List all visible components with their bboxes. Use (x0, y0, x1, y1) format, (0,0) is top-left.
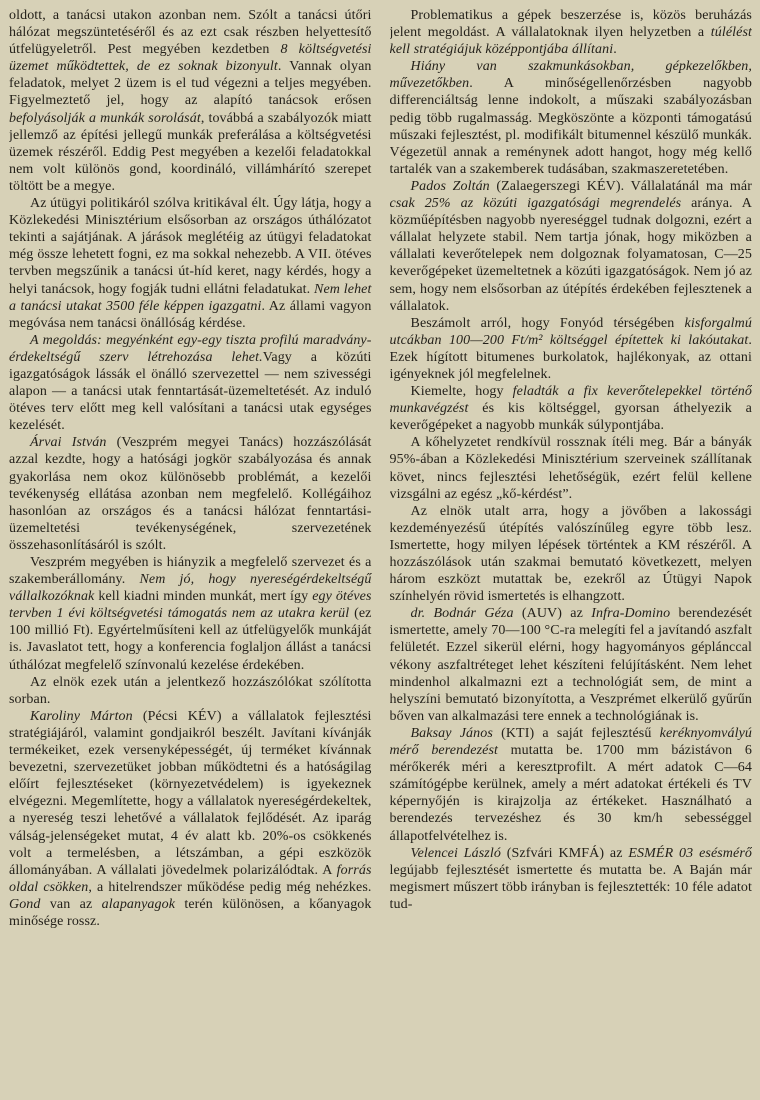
text-run: (Veszprém megyei Tanács) hozzászólását azzal kezdte, hogy a hatósági jogkör szabályozása és annak gyakorlása nem okoz különösebb problémát, a kezelői tevékenység ellátása azonban nem megfelelő. Kollégáihoz hasonlóan az országos és a tanácsi hálózat fenntartási-üzemeltetési tevékenységének, szervezetének összehasonlításáról is szólt. (9, 435, 372, 553)
italic-text-run: csak 25% az közúti igazgatósági megrendelés (389, 196, 682, 212)
paragraph (390, 605, 753, 725)
paragraph (9, 708, 372, 930)
text-run: berendezését ismertette, amely 70—100 °C-ra melegíti fel a javítandó aszfalt felületét. Ezzel sikerül elérni, hogy hagyományos géplánccal vékony aszfaltréteget lehet készíteni felújításként. Nem lehet mindenhol alkalmazni ezt a technológiát sem, de mint a helyszíni bemutató bizonyította, a Veszprémet elkerülő gyűrűn bőven van alkalmazási tere ennek a technológiának is. (389, 606, 752, 724)
text-run: A kőhelyzetet rendkívül rossznak ítéli meg. Bár a bányák 95%-ában a Közlekedési Minisztérium szerveinek szállítanak követ, nincs fejlesztési lehetőségük, ezért felül kellene vizsgálni az egész „kő-kérdést”. (389, 435, 752, 502)
text-run: Az elnök utalt arra, hogy a jövőben a lakossági kezdeményezésű útépítés valószínűleg egyre több lesz. Ismertette, hogy milyen lépések történtek a KM részéről. A hozzászólások után szakmai bemutató következett, melyen három eszközt mutattak be, ezekről az Útügyi Napok színhelyén rövid ismertetés is elhangzott. (389, 503, 752, 605)
text-run: terén különösen, a kőanyagok minősége rossz. (9, 896, 372, 929)
italic-text-run: Árvai István (30, 435, 107, 451)
text-run: (Szfvári KMFÁ) az (500, 845, 629, 861)
italic-text-run: ESMÉR 03 esésmérő (628, 845, 752, 861)
text-run: oldott, a tanácsi utakon azonban nem. Szólt a tanácsi útőri hálózat megszüntetéséről és az ezt csak részben helyettesítő útfelügyeletről. Pest megyében kezdetben (9, 8, 372, 58)
text-run: . (613, 42, 617, 58)
text-run: Kiemelte, hogy (410, 384, 513, 400)
text-run: Veszprém megyében is hiányzik a megfelelő szervezet és a szakemberállomány. (9, 555, 372, 588)
italic-text-run: Hiány van szakmunkásokban, gépkezelőkben, művezetőkben (389, 59, 752, 92)
italic-text-run: alapanyagok (101, 896, 176, 912)
italic-text-run: Pados Zoltán (410, 178, 490, 194)
italic-text-run: egy ötéves tervben 1 évi költségvetési támogatás nem az utakra kerül (9, 589, 372, 622)
text-run: legújabb fejlesztését ismertette és mutatta be. A Baján már megismert műszert több irányban is fejlesztették: 10 féle adatot tud- (389, 862, 752, 912)
text-run: (AUV) az (513, 606, 592, 622)
text-run: , továbbá a szabályozók miatt jellemző az építési jellegű munkák preferálása a költségvetési üzemek részéről. Eddig Pest megyében a kezelői feladatokkal nem volt különös gond, koordináló, villámhárító szerepet töltött be a megye. (9, 110, 372, 194)
text-run: Beszámolt arról, hogy Fonyód térségében (410, 315, 685, 331)
paragraph (390, 725, 753, 845)
text-run: Az útügyi politikáról szólva kritikával élt. Úgy látja, hogy a Közlekedési Minisztérium elsősorban az országos úthálózatot tekinti a sajátjának. A járások meglétéig az útügyi feladatokat még össze lehetett fogni, ez ma sokkal nehezebb. A VII. ötéves tervben megszűnik a tanácsi út-híd keret, nagy kérdés, hogy a helyi tanácsok, hogy fogják tudni ellátni feladatukat. (9, 196, 372, 297)
italic-text-run: Infra-Domino (591, 606, 671, 622)
italic-text-run: befolyásolják a munkák sorolását (9, 110, 201, 126)
text-run: Problematikus a gépek beszerzése is, közös beruházás jelent megoldást. A vállalatoknak ilyen helyzetben a (389, 8, 752, 41)
text-run: van az (40, 896, 102, 912)
text-run: kell kiadni minden munkát, mert így (94, 589, 313, 605)
text-run: . A minőségellenőrzésben nagyobb differenciáltság lenne indokolt, a műszaki szabályozásban pedig több rugalmasság. Megköszönte a központi támogatású műszaki fejlesztést, pl. modifikált bitumennel készülő munkák. Végezetül annak a reménynek adott hangot, hogy még kellő tartalék van a szakemberek tudásában, szakmaszeretetében. (389, 76, 752, 177)
text-column-right (390, 7, 753, 1097)
italic-text-run: Baksay János (410, 725, 493, 741)
text-run: aránya. A közműépítésben nagyobb nyereséggel tudnak dolgozni, ezért a vállalat helyzete stabil. Nem tartja jónak, hogy miközben a vállalati keverőtelepek nem dolgoznak folyamatosan, C—25 keverőgépeket üzemeltetnek a közúti igazgatóságok. Nem jó az sem, hogy nem elsősorban az útépítés érdekében fejlesztenek a vállalatok. (389, 196, 752, 314)
paragraph (9, 674, 372, 708)
italic-text-run: keréknyomvályú mérő berendezést (389, 725, 752, 759)
italic-text-run: forrás oldal csökken (9, 862, 372, 895)
paragraph (9, 554, 372, 674)
italic-text-run: Nem lehet a tanácsi utakat 3500 féle képpen igazgatni (9, 281, 372, 314)
italic-text-run: Nem jó, hogy nyereségérdekeltségű vállalkozóknak (9, 572, 372, 605)
text-run: . Ezek hígított bitumenes burkolatok, hajlékonyak, az ottani igényeknek jól megfelelnek. (389, 332, 752, 382)
paragraph (9, 195, 372, 332)
paragraph (390, 178, 753, 315)
text-run: Az elnök ezek után a jelentkező hozzászólókat szólította sorban. (9, 674, 372, 707)
italic-text-run: A megoldás: megyénként egy-egy tiszta profilú maradvány-érdekeltségű szerv létrehozása lehet. (9, 332, 372, 365)
paragraph (390, 58, 753, 178)
text-run: és kis költséggel, gyorsan áthelyezik a keverőgépeket a nagyobb munkák súlypontjába. (389, 401, 752, 434)
text-run: . Az állami vagyon megóvása nem tanácsi önállóság kérdése. (9, 298, 372, 331)
italic-text-run: kisforgalmú utcákban 100—200 Ft/m² költséggel építettek ki lakóutakat (389, 315, 752, 348)
paragraph (9, 7, 372, 195)
italic-text-run: 8 költségvetési üzemet működtettek, de ez soknak bizonyult (9, 42, 372, 75)
text-run: . Vannak olyan feladatok, melyet 2 üzem is el tud végezni a teljes megyében. Figyelmeztető jel, hogy az alapító tanácsok erősen (9, 59, 372, 109)
paragraph (390, 845, 753, 913)
paragraph (390, 434, 753, 502)
paragraph (390, 315, 753, 383)
paragraph (9, 434, 372, 554)
paragraph (390, 503, 753, 606)
text-run: Vagy a közúti igazgatóságok lássák el önálló szervezettel — nem szivességi alapon — a tanácsi utak fenntartását-üzemeltetését. Az induló ötéves terv előtt meg kell valósítani a tanácsi utak egységes kezelését. (9, 349, 372, 434)
italic-text-run: Velencei László (410, 845, 501, 861)
text-run: mutatta be. 1700 mm bázistávon 6 mérőkerék méri a keresztprofilt. A mért adatok C—64 számítógépbe kerülnek, amely a mért adatokat értékeli és TV képernyőjén is kirajzolja az értékeket. Használható a berendezés tervezéshez és 30 km/h sebességgel állapotfelvételhez is. (389, 743, 752, 844)
paragraph (390, 383, 753, 434)
text-column-left (9, 7, 372, 1097)
text-run: (Pécsi KÉV) a vállalatok fejlesztési stratégiájáról, valamint gondjaikról beszélt. Javítani kívánják termékeiket, ezek versenyképességét, új terméket kívánnak bevezetni, szervezetüket jobban működtetni és a hatóságilag előírt fejlesztéseket (környezetvédelem) is igyekeznek elvégezni. Megemlítette, hogy a vállalatok nyereségérdekeltek, a nyereség teszi lehetővé a vállalatok fejlődését. Az iparág válság-jelenségeket mutat, 4 év alatt kb. 20%-os csökkenés volt a termelésben, a létszámban, a gépi eszközök állományában. A vállalati jövedelmek polarizálódtak. A (9, 708, 372, 878)
italic-text-run: túlélést kell stratégiájuk középpontjába állítani (389, 25, 752, 58)
paragraph (9, 332, 372, 435)
two-column-layout (9, 7, 752, 1097)
italic-text-run: feladták a fix keverőtelepekkel történő munkavégzést (389, 384, 752, 417)
text-run: (ez 100 millió Ft). Egyértelműsíteni kell az útfelügyelők munkáját is. Javaslatot tett, hogy a konferencia foglaljon állást a tanácsi úthálózat megfelelő színvonalú kezelése érdekében. (9, 606, 372, 673)
italic-text-run: dr. Bodnár Géza (410, 606, 514, 622)
text-run: (KTI) a saját fejlesztésű (492, 725, 660, 741)
italic-text-run: Gond (9, 896, 41, 912)
italic-text-run: Karoliny Márton (30, 708, 133, 724)
text-run: , a hitelrendszer működése pedig még nehézkes. (88, 879, 372, 895)
paragraph (390, 7, 753, 58)
text-run: (Zalaegerszegi KÉV). Vállalatánál ma már (489, 178, 752, 194)
